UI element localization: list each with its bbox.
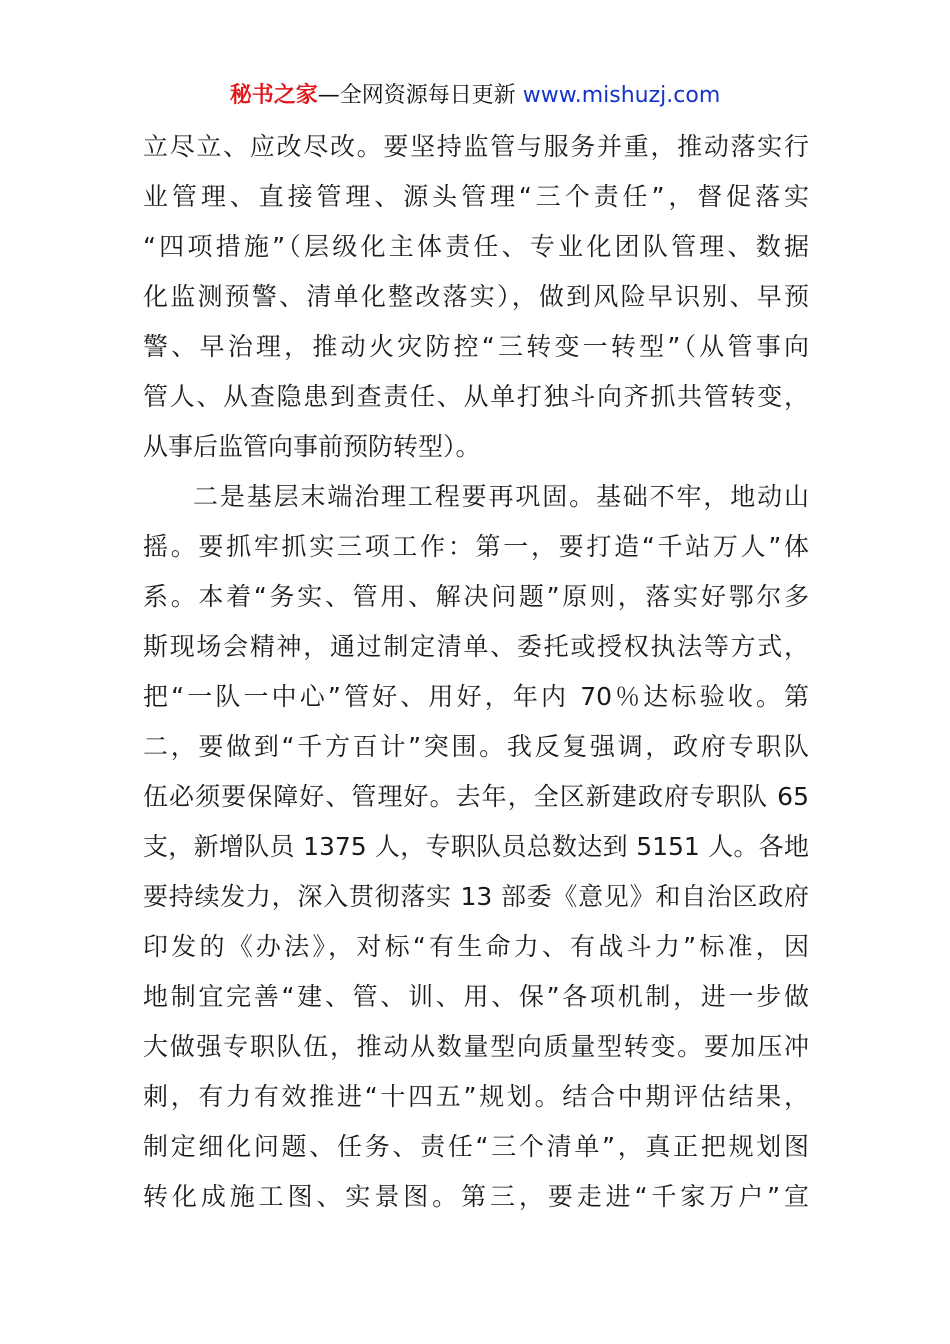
text-line: 管人、从查隐患到查责任、从单打独斗向齐抓共管转变， <box>143 382 809 411</box>
text-line: 业管理、直接管理、源头管理“三个责任”，督促落实 <box>143 182 809 211</box>
brand-name: 秘书之家 <box>229 83 318 108</box>
site-header <box>0 80 950 112</box>
text-line: 斯现场会精神，通过制定清单、委托或授权执法等方式， <box>143 632 809 661</box>
text-line: 化监测预警、清单化整改落实），做到风险早识别、早预 <box>143 282 809 311</box>
text-line: 从事后监管向事前预防转型）。 <box>143 432 481 461</box>
text-line: 制定细化问题、任务、责任“三个清单”，真正把规划图 <box>143 1132 809 1161</box>
text-line: 印发的《办法》，对标“有生命力、有战斗力”标准，因 <box>143 932 809 961</box>
text-line: 把“一队一中心”管好、用好，年内 70％达标验收。第 <box>143 682 809 711</box>
text-line: 要持续发力，深入贯彻落实 13 部委《意见》和自治区政府 <box>143 882 809 911</box>
text-line: 警、早治理，推动火灾防控“三转变一转型”（从管事向 <box>143 332 809 361</box>
header-tagline: —全网资源每日更新 <box>317 83 523 108</box>
text-line: 刺，有力有效推进“十四五”规划。结合中期评估结果， <box>143 1082 809 1111</box>
paragraph-first-line: 二是基层末端治理工程要再巩固。基础不牢，地动山 <box>193 482 809 511</box>
document-body <box>143 122 809 1222</box>
text-line: 二，要做到“千方百计”突围。我反复强调，政府专职队 <box>143 732 809 761</box>
text-line: 摇。要抓牢抓实三项工作：第一，要打造“千站万人”体 <box>143 532 809 561</box>
text-line: 转化成施工图、实景图。第三，要走进“千家万户”宣 <box>143 1182 809 1211</box>
text-line: 伍必须要保障好、管理好。去年，全区新建政府专职队 65 <box>143 782 809 811</box>
text-line: 系。本着“务实、管用、解决问题”原则，落实好鄂尔多 <box>143 582 809 611</box>
text-line: 大做强专职队伍，推动从数量型向质量型转变。要加压冲 <box>143 1032 809 1061</box>
text-line: 立尽立、应改尽改。要坚持监管与服务并重，推动落实行 <box>143 132 809 161</box>
text-line: 地制宜完善“建、管、训、用、保”各项机制，进一步做 <box>143 982 809 1011</box>
site-url-link[interactable]: www.mishuzj.com <box>522 83 721 108</box>
text-line: “四项措施”（层级化主体责任、专业化团队管理、数据 <box>143 232 809 261</box>
text-line: 支，新增队员 1375 人，专职队员总数达到 5151 人。各地 <box>143 832 809 861</box>
